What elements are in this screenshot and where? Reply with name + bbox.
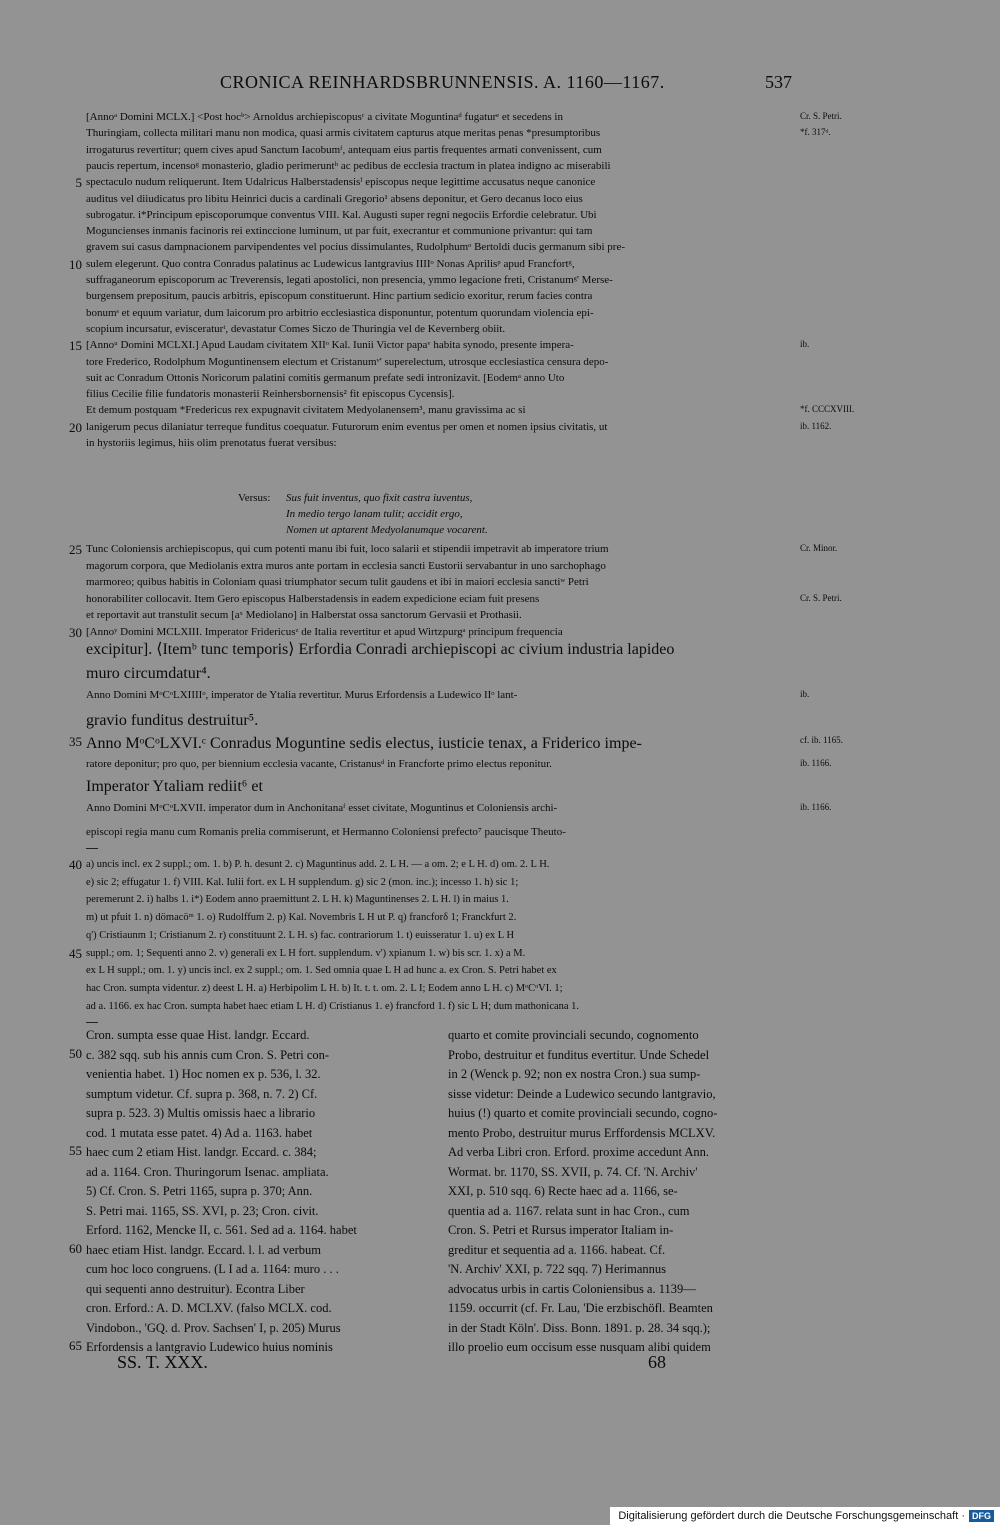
note-text: sisse videtur: Deinde a Ludewico secundo lantgravio,: [448, 1086, 716, 1101]
margin-note: Cr. Minor.: [800, 543, 838, 553]
note-text: illo proelio eum occisum esse nusquam alibi quidem: [448, 1340, 711, 1354]
line-number: 15: [69, 338, 82, 354]
page-header: [0, 72, 1000, 98]
line-text: [Annoᵃ Domini MCLX.] <Post hocᵇ> Arnoldus archiepiscopusᶜ a civitate Moguntinaᵈ fugaturᵉ et secedens in: [86, 111, 563, 123]
note-text: Vindobon., 'GQ. d. Prov. Sachsen' I, p. 205) Murus: [86, 1320, 341, 1335]
note-text: cron. Erford.: A. D. MCLXV. (falso MCLX. cod.: [86, 1301, 332, 1315]
text-line: [0, 387, 1000, 403]
note-text: Wormat. br. 1170, SS. XVII, p. 74. Cf. 'N. Archiv': [448, 1164, 698, 1179]
line-text: ratore deponitur; pro quo, per biennium ecclesia vacante, Cristanusᵈ in Francforte primo electus reponitur.: [86, 758, 552, 770]
text-line: [0, 306, 1000, 322]
line-number: 55: [69, 1143, 82, 1158]
verse-label: Versus:: [238, 492, 271, 504]
text-line: [0, 224, 1000, 240]
line-text: in hystoriis legimus, hiis olim prenotatus fuerat versibus:: [86, 437, 337, 449]
text-line: [0, 289, 1000, 305]
line-text: episcopi regia manu cum Romanis prelia commiserunt, et Hermanno Coloniensi prefecto⁷ paucisque Theuto-: [86, 826, 566, 838]
text-line: [0, 159, 1000, 175]
note-text: Probo, destruitur et funditus evertitur. Unde Schedel: [448, 1047, 710, 1062]
note-text: 5) Cf. Cron. S. Petri 1165, supra p. 370; Ann.: [86, 1184, 313, 1198]
line-number: 60: [69, 1240, 82, 1256]
note-text: advocatus urbis in cartis Coloniensibus a. 1139—: [448, 1281, 696, 1296]
text-line: [0, 688, 1000, 710]
note-text: sumptum videtur. Cf. supra p. 368, n. 7. 2) Cf.: [86, 1086, 318, 1101]
line-text: scopium incursatur, evisceraturᵗ, devastatur Comes Siczo de Thuringia vel de Kevernberg obiit.: [86, 322, 506, 335]
margin-note: Cr. S. Petri.: [800, 111, 842, 121]
line-text: sulem elegerunt. Quo contra Conradus palatinus ac Ludewicus lantgravius IIIIᵒ Nonas Aprilisᵖ apud Francfortᵍ,: [86, 257, 575, 270]
note-text: Ad verba Libri cron. Erford. proxime accedunt Ann.: [448, 1145, 710, 1159]
line-text: suffraganeorum episcoporum ac Treverensis, legati apostolici, non presencia, ymmo legacione freti, Cristanumᵍ' Merse-: [86, 274, 613, 286]
line-text: excipitur]. ⟨Itemᵇ tunc temporis⟩ Erfordia Conradi archiepiscopi ac civium industria lapideo: [86, 641, 675, 658]
text-line: [0, 192, 1000, 208]
line-text: Tunc Coloniensis archiepiscopus, qui cum potenti manu ibi fuit, loco salarii et stipendii impetravit ab imperatore trium: [86, 543, 609, 555]
line-text: Et demum postquam *Fredericus rex expugnavit civitatem Medyolanensem³, manu gravissima ac si: [86, 404, 526, 417]
note-text: cum hoc loco congruens. (L I ad a. 1164: muro . . .: [86, 1262, 339, 1276]
text-line: [0, 575, 1000, 591]
volume-signature: SS. T. XXX.: [117, 1352, 208, 1372]
text-line: [0, 825, 1000, 847]
line-text: gravio funditus destruitur⁵.: [86, 712, 259, 729]
text-line: [0, 208, 1000, 224]
line-text: muro circumdatur⁴.: [86, 665, 211, 682]
note-text: Erfordensis a lantgravio Ludewico huius nominis: [86, 1340, 333, 1354]
text-line: [0, 403, 1000, 419]
notes-rule: [86, 1022, 98, 1023]
footnote-text: ex L H suppl.; om. 1. y) uncis incl. ex 2 suppl.; om. 1. Sed omnia quae L H ad hunc a. ex Cron. S. Petri habet ex: [86, 965, 557, 977]
note-text: quarto et comite provinciali secundo, cognomento: [448, 1028, 699, 1042]
note-text: greditur et sequentia ad a. 1166. habeat. Cf.: [448, 1242, 666, 1257]
line-number: 65: [69, 1338, 82, 1353]
note-text: huius (!) quarto et comite provinciali secundo, cogno-: [448, 1106, 718, 1120]
footnote-text: suppl.; om. 1; Sequenti anno 2. v) generali ex L H fort. supplendum. v') xpianum 1. w) bis scr. 1. x) a M.: [86, 947, 526, 959]
note-text: XXI, p. 510 sqq. 6) Recte haec ad a. 1166, se-: [448, 1184, 678, 1198]
note-text: cod. 1 mutata esse patet. 4) Ad a. 1163. habet: [86, 1125, 313, 1140]
verse-line: Nomen ut aptarent Medyolanumque vocarent.: [286, 524, 488, 536]
footnote-rule: [86, 848, 98, 849]
footnote-text: ad a. 1166. ex hac Cron. sumpta habet haec etiam L H. d) Cristianus 1. e) francford 1. f) sic L H; dum mathonicana 1.: [86, 1000, 580, 1012]
text-line: [0, 355, 1000, 371]
dfg-banner[interactable]: [610, 1507, 1000, 1525]
margin-note: ib. 1162.: [800, 420, 832, 431]
note-text: in 2 (Wenck p. 92; non ex nostra Cron.) sua sump-: [448, 1067, 701, 1081]
line-text: et reportavit aut transtulit secum [aˣ Mediolano] in Halberstat ossa sanctorum Gervasii et Prothasii.: [86, 609, 522, 621]
text-line: [0, 338, 1000, 354]
text-line: [0, 371, 1000, 387]
text-line: [0, 801, 1000, 823]
margin-note: Cr. S. Petri.: [800, 592, 842, 603]
footnote-text: hac Cron. sumpta videntur. z) deest L H. a) Herbipolim L H. b) It. t. t. om. 2. L I; Eodem anno L H. c) MᵒCᵒVI. 1;: [86, 982, 563, 994]
line-text: burgensem prepositum, paucis arbitris, episcopum constituerunt. Hinc partium sedicio exoritur, rerum facies contra: [86, 290, 593, 303]
text-line: [0, 257, 1000, 273]
margin-note: ib.: [800, 339, 810, 350]
line-number: 10: [69, 256, 82, 272]
note-text: supra p. 523. 3) Multis omissis haec a librario: [86, 1106, 316, 1120]
note-text: venientia habet. 1) Hoc nomen ex p. 536, l. 32.: [86, 1067, 321, 1081]
text-line: [0, 757, 1000, 779]
line-number: 50: [69, 1045, 82, 1061]
line-text: Moguncienses inmanis facinoris rei extinccione luminum, ut par fuit, execrantur et communione privantur: qui tam: [86, 225, 593, 238]
note-text: in der Stadt Köln'. Diss. Bonn. 1891. p. 28. 34 sqq.);: [448, 1320, 711, 1335]
line-text: [Annoʸ Domini MCLXIII. Imperator Fridericusᶻ de Italia revertitur et apud Wirtzpurgᵃ principum frequencia: [86, 625, 563, 638]
line-text: Anno Domini MᵒCᵒLXVII. imperator dum in Anchonitanaᶠ esset civitate, Moguntinus et Coloniensis archi-: [86, 802, 558, 814]
page-number: 537: [765, 72, 792, 92]
banner-text: Digitalisierung gefördert durch die Deutsche Forschungsgemeinschaft ·: [618, 1510, 965, 1522]
text-line: [0, 625, 1000, 641]
text-line: [0, 777, 1000, 799]
note-text: Erford. 1162, Mencke II, c. 561. Sed ad a. 1164. habet: [86, 1223, 357, 1237]
line-text: irrogaturus revertitur; quem cives apud Sanctum Iacobumᶠ, antequam eius partis frequentes armati convenissent, cum: [86, 143, 602, 156]
note-text: Cron. S. Petri et Rursus imperator Italiam in-: [448, 1223, 674, 1237]
footnote-text: q') Cristiaunm 1; Cristianum 2. r) constituunt 2. L H. s) fac. contrariorum 1. t) euisseratur 1. u) ex L H: [86, 929, 515, 941]
line-text: [Annoᵘ Domini MCLXI.] Apud Laudam civitatem XIIᵒ Kal. Iunii Victor papaᵛ habita synodo, presente impera-: [86, 339, 574, 352]
line-number: 45: [69, 945, 82, 961]
line-number: 5: [75, 175, 82, 191]
dfg-logo-icon: DFG: [969, 1510, 994, 1522]
note-text: mento Probo, destruitur murus Erffordensis MCLXV.: [448, 1125, 716, 1140]
text-line: [0, 559, 1000, 575]
line-text: Anno MᵒCᵒLXVI.ᶜ Conradus Moguntine sedis electus, iusticie tenax, a Friderico impe-: [86, 735, 642, 752]
line-text: Thuringiam, collecta militari manu non modica, quasi armis civitatem capturus atque meritas penas *presumptoribus: [86, 127, 601, 140]
note-text: Cron. sumpta esse quae Hist. landgr. Eccard.: [86, 1028, 310, 1042]
footnote-text: e) sic 2; effugatur 1. f) VIII. Kal. Iulii fort. ex L H supplendum. g) sic 2 (mon. inc.); incesso 1. h) sic 1;: [86, 876, 519, 888]
text-line: [0, 322, 1000, 338]
line-text: auditus vel diiudicatus pro libitu Heinrici ducis a cardinali Gregorio¹ absens deponitur, et Gero decanus loco eius: [86, 192, 583, 205]
line-text: magorum corpora, que Mediolanis extra muros ante portam in ecclesia sancti Eustorii servabantur in uno sarchophago: [86, 559, 606, 572]
note-text: quentia ad a. 1167. relata sunt in hac Cron., cum: [448, 1203, 690, 1218]
line-text: tore Frederico, Rodolphum Moguntinensem electum et Cristanumᵛ' superelectum, utrosque ecclesiastica censura depo-: [86, 355, 609, 368]
line-number: 20: [69, 419, 82, 435]
line-text: gravem sui casus dampnacionem parvipendentes vel pocius dissimulantes, Rudolphumᵒ Bertoldi ducis germanum sibi pre-: [86, 241, 626, 254]
note-text: c. 382 sqq. sub his annis cum Cron. S. Petri con-: [86, 1047, 330, 1062]
line-text: Anno Domini MᵒCᵒLXIIIIᵒ, imperator de Ytalia revertitur. Murus Erfordensis a Ludewico IIᵒ lant-: [86, 689, 518, 701]
text-line: [0, 436, 1000, 452]
text-line: [0, 608, 1000, 624]
text-line: [0, 110, 1000, 126]
note-text: qui sequenti anno destruitur). Econtra Liber: [86, 1281, 305, 1296]
verse-line: In medio tergo lanam tulit; accidit ergo,: [286, 508, 463, 520]
text-line: [0, 542, 1000, 558]
margin-note: ib.: [800, 689, 810, 699]
note-text: S. Petri mai. 1165, SS. XVI, p. 23; Cron. civit.: [86, 1203, 319, 1218]
text-line: [0, 175, 1000, 191]
running-title: CRONICA REINHARDSBRUNNENSIS. A. 1160—1167.: [220, 72, 665, 92]
text-line: [0, 273, 1000, 289]
text-line: [0, 143, 1000, 159]
line-text: bonumˢ et equum variatur, dum laicorum pro arbitrio ecclesiastica disponuntur, potentum quorundam violencia epi-: [86, 306, 594, 319]
footnote-text: peremerunt 2. i) halbs 1. i*) Eodem anno praemittunt 2. L H. k) Maguntinenses 2. L H. l) in maius 1.: [86, 894, 509, 906]
note-text: ad a. 1164. Cron. Thuringorum Isenac. ampliata.: [86, 1164, 329, 1179]
line-text: Imperator Ytaliam rediit⁶ et: [86, 778, 263, 795]
text-line: [0, 664, 1000, 686]
line-number: 30: [69, 624, 82, 640]
text-line: [0, 240, 1000, 256]
text-line: [0, 711, 1000, 733]
footnote-text: a) uncis incl. ex 2 suppl.; om. 1. b) P. h. desunt 2. c) Maguntinus add. 2. L H. — a om. 2; e L H. d) om. 2. L H.: [86, 859, 550, 870]
margin-note: cf. ib. 1165.: [800, 735, 843, 745]
footnote-text: m) ut pfuit 1. n) dömacöᵐ 1. o) Rudolffum 2. p) Kal. Novembris L H ut P. q) francforδ 1; Franckfurt 2.: [86, 912, 517, 924]
note-text: haec cum 2 etiam Hist. landgr. Eccard. c. 384;: [86, 1145, 317, 1159]
line-text: lanigerum pecus dilaniatur terreque funditus coequatur. Futurorum enim eventus per omen et nomen ipsius civitatis, ut: [86, 420, 608, 433]
text-line: [0, 592, 1000, 608]
note-text: haec etiam Hist. landgr. Eccard. l. l. ad verbum: [86, 1242, 321, 1257]
line-number: 25: [69, 542, 82, 557]
line-text: spectaculo nudum reliquerunt. Item Udalricus Halberstadensisⁱ episcopus neque legittime accusatus neque canonice: [86, 176, 596, 189]
sheet-signature: 68: [648, 1352, 666, 1372]
note-text: 'N. Archiv' XXI, p. 722 sqq. 7) Herimannus: [448, 1262, 667, 1276]
verse-line: Sus fuit inventus, quo fixit castra iuventus,: [286, 492, 473, 504]
margin-note: ib. 1166.: [800, 758, 832, 768]
line-text: suit ac Conradum Ottonis Noricorum palatini comitis germanum prefate sedi intronizavit. [Eodemᵃ anno Uto: [86, 371, 565, 384]
line-text: marmoreo; quibus habitis in Coloniam quasi triumphator secum tulit gaudens et ibi in maiori ecclesia sanctiʷ Petri: [86, 576, 589, 588]
text-line: [0, 640, 1000, 662]
margin-note: ib. 1166.: [800, 802, 832, 812]
line-text: honorabiliter collocavit. Item Gero episcopus Halberstadensis in eadem expedicione eciam fuit presens: [86, 592, 540, 605]
line-text: subrogatur. i*Principum episcoporumque conventus VIII. Kal. Augusti super regni negociis Erfordie celebratur. Ubi: [86, 208, 597, 221]
note-text: 1159. occurrit (cf. Fr. Lau, 'Die erzbischöfl. Beamten: [448, 1301, 713, 1315]
margin-note: *f. CCCXVIII.: [800, 404, 855, 415]
line-text: paucis repertum, incensoᵍ monasterio, gladio perimeruntʰ ac pedibus de ecclesia tractum in platea indigno ac miserabili: [86, 159, 611, 172]
margin-note: *f. 317ᵈ.: [800, 127, 831, 138]
line-number: 35: [69, 734, 82, 749]
text-line: [0, 734, 1000, 756]
text-line: [0, 126, 1000, 142]
line-text: filius Cecilie filie fundatoris monasterii Reinhersbornensis² fit episcopus Cycensis].: [86, 388, 455, 401]
line-number: 40: [69, 857, 82, 872]
text-line: [0, 420, 1000, 436]
